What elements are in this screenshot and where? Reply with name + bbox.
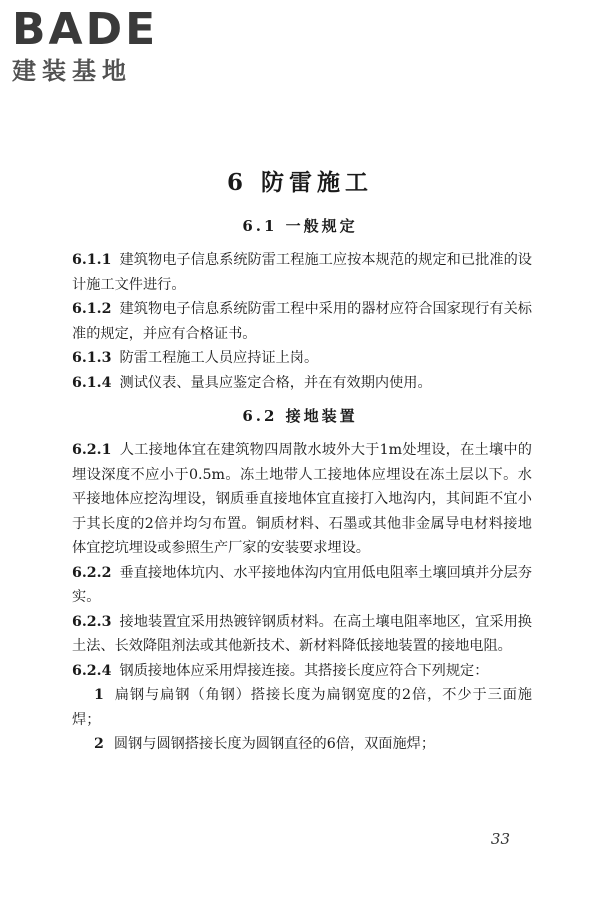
clause-number: 6.2.4 xyxy=(72,662,112,679)
clause xyxy=(72,438,532,561)
clause xyxy=(72,561,532,610)
clause xyxy=(72,297,532,346)
clause-text: 钢质接地体应采用焊接连接。其搭接长度应符合下列规定： xyxy=(119,662,489,679)
clause-text: 测试仪表、量具应鉴定合格，并在有效期内使用。 xyxy=(119,374,432,391)
chapter-title: 6 防雷施工 xyxy=(226,169,373,196)
clause-number: 6.2.1 xyxy=(72,442,112,458)
clause-number: 6.1.2 xyxy=(72,301,112,317)
item-text: 圆钢与圆钢搭接长度为圆钢直径的6倍，双面施焊； xyxy=(113,736,436,752)
clause xyxy=(72,248,532,297)
clause-text: 建筑物电子信息系统防雷工程施工应按本规范的规定和已批准的设计施工文件进行。 xyxy=(72,252,532,293)
clause-number: 6.2.2 xyxy=(72,564,112,581)
clause xyxy=(72,346,532,371)
section-title-6-1: 6.1 一般规定 xyxy=(242,217,358,235)
list-item xyxy=(72,683,532,732)
item-number: 1 xyxy=(94,687,104,703)
clause-text: 建筑物电子信息系统防雷工程中采用的器材应符合国家现行有关标准的规定，并应有合格证书。 xyxy=(72,301,532,342)
page-number: 33 xyxy=(490,830,510,848)
clause-text: 人工接地体宜在建筑物四周散水坡外大于1m处埋设，在土壤中的埋设深度不应小于0.5m。冻土地带人工接地体应埋设在冻土层以下。水平接地体应挖沟埋设，钢质垂直接地体宜直接打入地沟内，其间距不宜小于其长度的2倍并均匀布置。铜质材料、石墨或其他非金属导电材料接地体宜挖坑埋设或参照生产厂家的安装要求埋设。 xyxy=(72,442,532,556)
clause-text: 防雷工程施工人员应持证上岗。 xyxy=(119,350,319,366)
logo-subtitle: 建装基地 xyxy=(12,57,132,85)
clause-number: 6.1.4 xyxy=(72,374,112,391)
clause-number: 6.1.3 xyxy=(72,350,112,366)
clause-text: 垂直接地体坑内、水平接地体沟内宜用低电阻率土壤回填并分层夯实。 xyxy=(72,564,532,605)
item-number: 2 xyxy=(94,736,104,752)
clause-text: 接地装置宜采用热镀锌钢质材料。在高土壤电阻率地区，宜采用换土法、长效降阻剂法或其他新技术、新材料降低接地装置的接地电阻。 xyxy=(72,613,532,654)
section-title-6-2: 6.2 接地装置 xyxy=(242,407,358,425)
section-6-2-body xyxy=(72,438,532,757)
list-item xyxy=(72,732,532,757)
clause-number: 6.1.1 xyxy=(72,252,112,268)
item-text: 扁钢与扁钢（角钢）搭接长度为扁钢宽度的2倍，不少于三面施焊； xyxy=(72,687,532,728)
logo-mark: BADE xyxy=(12,4,159,55)
bade-logo xyxy=(12,6,158,86)
clause xyxy=(72,610,532,659)
clause xyxy=(72,659,532,684)
clause-number: 6.2.3 xyxy=(72,613,112,630)
section-6-1-body xyxy=(72,248,532,395)
clause xyxy=(72,371,532,396)
